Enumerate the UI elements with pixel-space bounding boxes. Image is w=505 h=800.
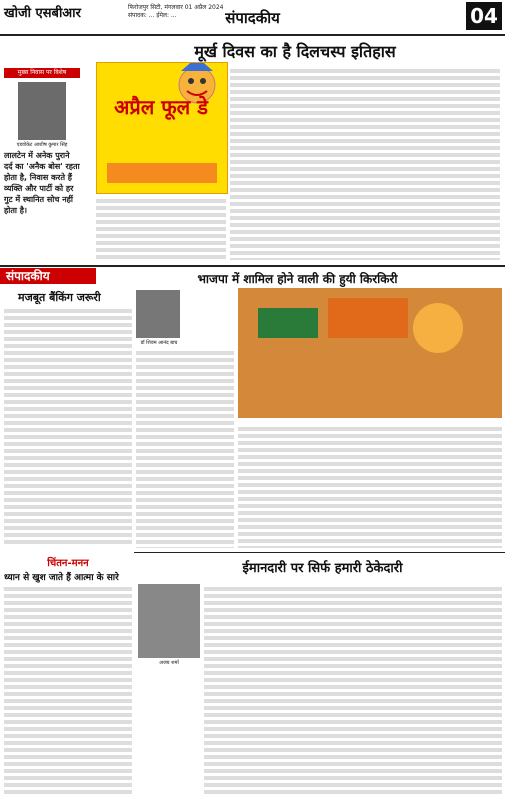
chintan-headline: ध्यान से खुश जाते हैं आत्मा के सारे <box>4 573 119 583</box>
author-photo-icon <box>136 290 180 338</box>
section-title: संपादकीय <box>225 9 280 27</box>
politics-body-2 <box>238 424 502 548</box>
left-quote-header: मुख्य निवास पर विशेष <box>4 68 80 78</box>
feature-body-text-2 <box>96 196 226 260</box>
editorial-subhead: मजबूत बैंकिंग जरूरी <box>18 291 101 304</box>
masthead-logo: खोजी एसबीआर <box>4 6 81 21</box>
feature-headline: मूर्ख दिवस का है दिलचस्प इतिहास <box>194 42 396 61</box>
chintan-label: चिंतन-मनन <box>47 558 89 569</box>
bottom-headline: ईमानदारी पर सिर्फ हमारी ठेकेदारी <box>242 561 403 576</box>
politics-author-caption: डॉ शिवम आनंद बाघ <box>140 340 178 346</box>
section-divider-1 <box>0 265 505 267</box>
rally-art <box>238 288 502 418</box>
page-number: 04 <box>466 2 502 30</box>
feature-body-text <box>230 66 500 260</box>
dateline-line-1: फिरोजपुर सिटी, मंगलवार 01 अप्रैल 2024 <box>128 4 224 11</box>
editorial-label: संपादकीय <box>0 268 96 284</box>
left-quote: लालटेन में अनेक पुराने दर्द का 'अनैक बोस' रहता होता है, निवास करते हैं व्यक्ति और पार्टी को हर गुट में स्थानित सोच नहीं होता है। <box>4 151 80 215</box>
author2-photo-icon <box>138 584 200 658</box>
editorial-body <box>4 306 132 546</box>
dateline-line-2: संपादक: ... ईमेल: ... <box>128 12 177 19</box>
bjp-rally-image <box>238 288 502 418</box>
bottom-body <box>204 584 502 794</box>
person-photo-icon <box>18 82 66 140</box>
photo-caption: एडवोकेट आशीष कुमार सिंह <box>16 142 68 148</box>
politics-body-1 <box>136 348 234 548</box>
politics-headline: भाजपा में शामिल होने वाली की हुयी किरकिरी <box>197 272 398 286</box>
joker-april-fool-icon <box>96 62 228 194</box>
april-fool-title: अप्रैल फूल डे <box>114 95 208 119</box>
chintan-body <box>4 584 132 794</box>
section-divider-2 <box>134 552 505 553</box>
bottom-author-caption: अजय शर्मा <box>159 660 179 666</box>
joker-art <box>97 63 227 193</box>
